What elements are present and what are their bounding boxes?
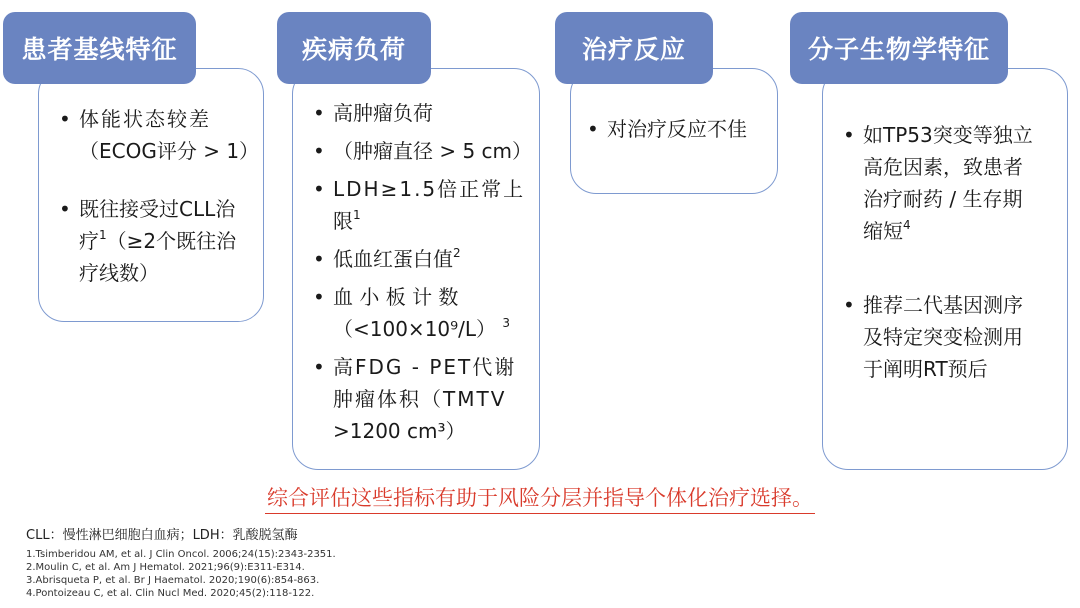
list-item bbox=[585, 113, 775, 145]
reference-list bbox=[26, 548, 336, 600]
text-line: 对治疗反应不佳 bbox=[607, 117, 747, 141]
list-item bbox=[841, 119, 1065, 247]
list-item bbox=[57, 103, 260, 167]
text-line: 既往接受过CLL治 bbox=[79, 197, 236, 221]
footnote-marker: 1 bbox=[353, 208, 361, 222]
text-line: 高FDG - PET代谢 bbox=[333, 355, 517, 379]
list-treatment-response bbox=[585, 113, 775, 145]
footnote-marker: 2 bbox=[453, 246, 461, 260]
text-line: 体能状态较差 bbox=[79, 107, 211, 131]
text-line: 疗 bbox=[79, 229, 99, 253]
text-line: 限 bbox=[333, 209, 353, 233]
footnote-marker: 4 bbox=[903, 218, 911, 232]
footnote-marker: 1 bbox=[99, 228, 107, 242]
card-treatment-response bbox=[570, 68, 778, 194]
footnote-marker: 3 bbox=[502, 316, 511, 330]
text-line: 及特定突变检测用 bbox=[863, 325, 1023, 349]
abbreviations: CLL：慢性淋巴细胞白血病；LDH：乳酸脱氢酶 bbox=[26, 528, 298, 543]
text-line: （ECOG评分 > 1） bbox=[79, 139, 260, 163]
tab-disease-burden: 疾病负荷 bbox=[277, 12, 431, 84]
text-line: （肿瘤直径 > 5 cm） bbox=[333, 139, 533, 163]
reference-item: 2.Moulin C, et al. Am J Hematol. 2021;96(9):E311-E314. bbox=[26, 562, 305, 573]
text-line: 治疗耐药 / 生存期 bbox=[863, 187, 1023, 211]
list-patient-baseline bbox=[57, 103, 260, 289]
tab-patient-baseline: 患者基线特征 bbox=[3, 12, 196, 84]
text-line: 推荐二代基因测序 bbox=[863, 293, 1023, 317]
text-line: 缩短 bbox=[863, 219, 903, 243]
list-molecular-features bbox=[841, 119, 1065, 385]
list-item bbox=[311, 351, 535, 447]
list-item bbox=[311, 173, 535, 237]
text-line: 高肿瘤负荷 bbox=[333, 101, 433, 125]
text-line: （<100×10⁹/L） bbox=[333, 317, 497, 341]
reference-item: 4.Pontoizeau C, et al. Clin Nucl Med. 2020;45(2):118-122. bbox=[26, 588, 315, 599]
reference-item: 3.Abrisqueta P, et al. Br J Haematol. 2020;190(6):854-863. bbox=[26, 575, 320, 586]
summary-text: 综合评估这些指标有助于风险分层并指导个体化治疗选择。 bbox=[265, 486, 815, 514]
list-item bbox=[311, 243, 535, 275]
reference-item: 1.Tsimberidou AM, et al. J Clin Oncol. 2006;24(15):2343-2351. bbox=[26, 549, 336, 560]
text-line: 疗线数） bbox=[79, 261, 159, 285]
card-patient-baseline bbox=[38, 68, 264, 322]
list-item bbox=[57, 193, 257, 289]
summary-note bbox=[0, 482, 1080, 512]
list-disease-burden bbox=[311, 97, 535, 447]
text-line: 高危因素，致患者 bbox=[863, 155, 1023, 179]
text-line: 肿瘤体积（TMTV bbox=[333, 387, 507, 411]
tab-treatment-response: 治疗反应 bbox=[555, 12, 713, 84]
text-line: 于阐明RT预后 bbox=[863, 357, 988, 381]
list-item bbox=[311, 281, 535, 345]
tab-molecular-features: 分子生物学特征 bbox=[790, 12, 1008, 84]
card-molecular-features bbox=[822, 68, 1068, 470]
text-line: 如TP53突变等独立 bbox=[863, 123, 1033, 147]
list-item bbox=[311, 97, 535, 129]
card-disease-burden bbox=[292, 68, 540, 470]
list-item bbox=[311, 135, 535, 167]
text-line: LDH≥1.5倍正常上 bbox=[333, 177, 526, 201]
text-line: 低血红蛋白值 bbox=[333, 247, 453, 271]
text-line: （≥2个既往治 bbox=[106, 229, 237, 253]
text-line: >1200 cm³） bbox=[333, 419, 466, 443]
text-line: 血 小 板 计 数 bbox=[333, 285, 459, 309]
list-item bbox=[841, 289, 1065, 385]
